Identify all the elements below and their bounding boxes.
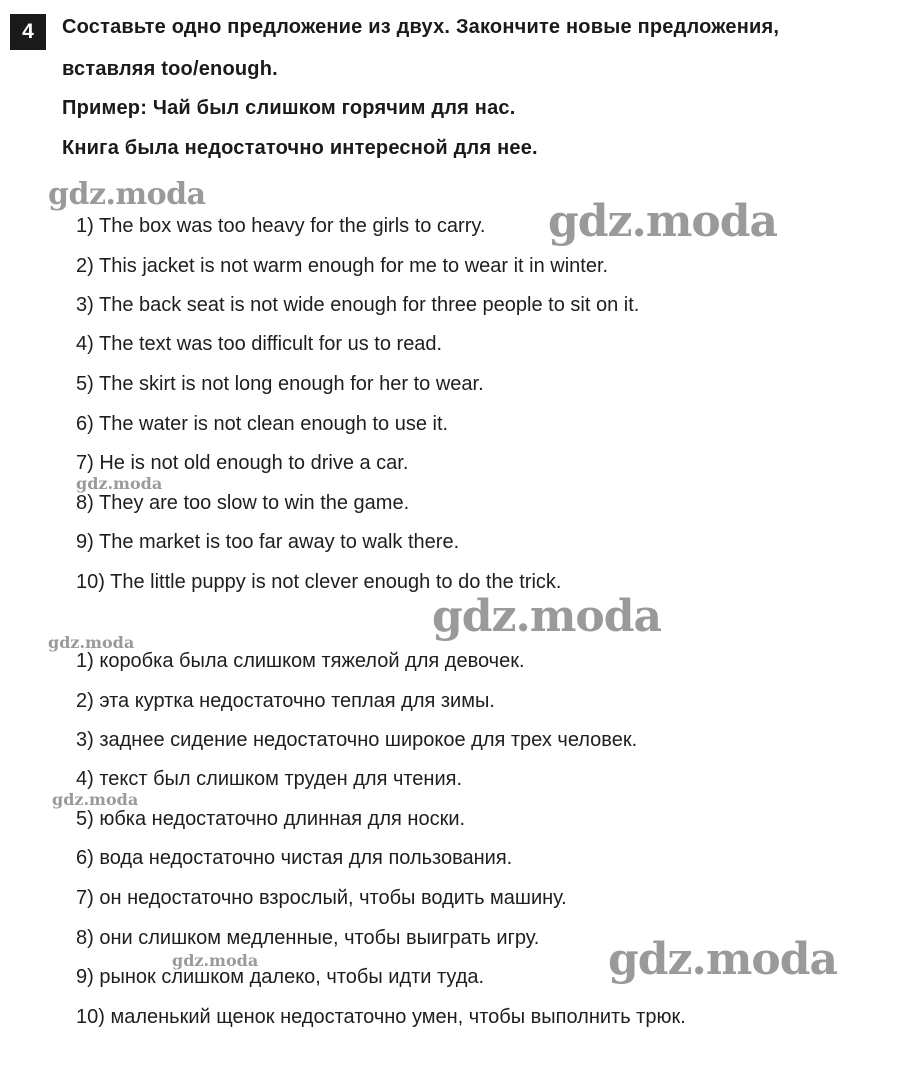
russian-answer-1: 1) коробка была слишком тяжелой для девочек. — [76, 650, 525, 672]
russian-answer-10: 10) маленький щенок недостаточно умен, чтобы выполнить трюк. — [76, 1006, 686, 1028]
english-answer-2: 2) This jacket is not warm enough for me to wear it in winter. — [76, 255, 609, 277]
russian-answer-3: 3) заднее сидение недостаточно широкое для трех человек. — [76, 729, 638, 751]
russian-answer-2: 2) эта куртка недостаточно теплая для зимы. — [76, 690, 495, 712]
watermark: gdz.moda — [48, 633, 135, 652]
example-line-1: Пример: Чай был слишком горячим для нас. — [62, 97, 516, 119]
russian-answer-9: 9) рынок слишком далеко, чтобы идти туда. — [76, 966, 485, 988]
english-answer-5: 5) The skirt is not long enough for her to wear. — [76, 373, 484, 395]
example-line-2: Книга была недостаточно интересной для нее. — [62, 137, 538, 159]
english-answer-7: 7) He is not old enough to drive a car. — [76, 452, 409, 474]
instruction-line-2: вставляя too/enough. — [62, 58, 278, 80]
watermark: gdz.moda — [432, 591, 662, 642]
english-answer-9: 9) The market is too far away to walk there. — [76, 531, 460, 553]
watermark: gdz.moda — [48, 177, 206, 212]
russian-answer-5: 5) юбка недостаточно длинная для носки. — [76, 808, 466, 830]
russian-answer-6: 6) вода недостаточно чистая для пользования. — [76, 847, 513, 869]
watermark: gdz.moda — [172, 951, 259, 970]
russian-answer-4: 4) текст был слишком труден для чтения. — [76, 768, 463, 790]
english-answer-8: 8) They are too slow to win the game. — [76, 492, 410, 514]
english-answer-4: 4) The text was too difficult for us to read. — [76, 333, 443, 355]
watermark: gdz.moda — [76, 474, 163, 493]
english-answer-3: 3) The back seat is not wide enough for three people to sit on it. — [76, 294, 640, 316]
english-answer-1: 1) The box was too heavy for the girls to carry. — [76, 215, 486, 237]
task-number-badge: 4 — [10, 14, 46, 50]
english-answer-6: 6) The water is not clean enough to use it. — [76, 413, 449, 435]
watermark: gdz.moda — [608, 934, 838, 985]
watermark: gdz.moda — [52, 790, 139, 809]
instruction-line-1: Составьте одно предложение из двух. Закончите новые предложения, — [62, 16, 780, 38]
russian-answer-8: 8) они слишком медленные, чтобы выиграть игру. — [76, 927, 540, 949]
russian-answer-7: 7) он недостаточно взрослый, чтобы водить машину. — [76, 887, 567, 909]
watermark: gdz.moda — [548, 196, 778, 247]
english-answer-10: 10) The little puppy is not clever enough to do the trick. — [76, 571, 562, 593]
